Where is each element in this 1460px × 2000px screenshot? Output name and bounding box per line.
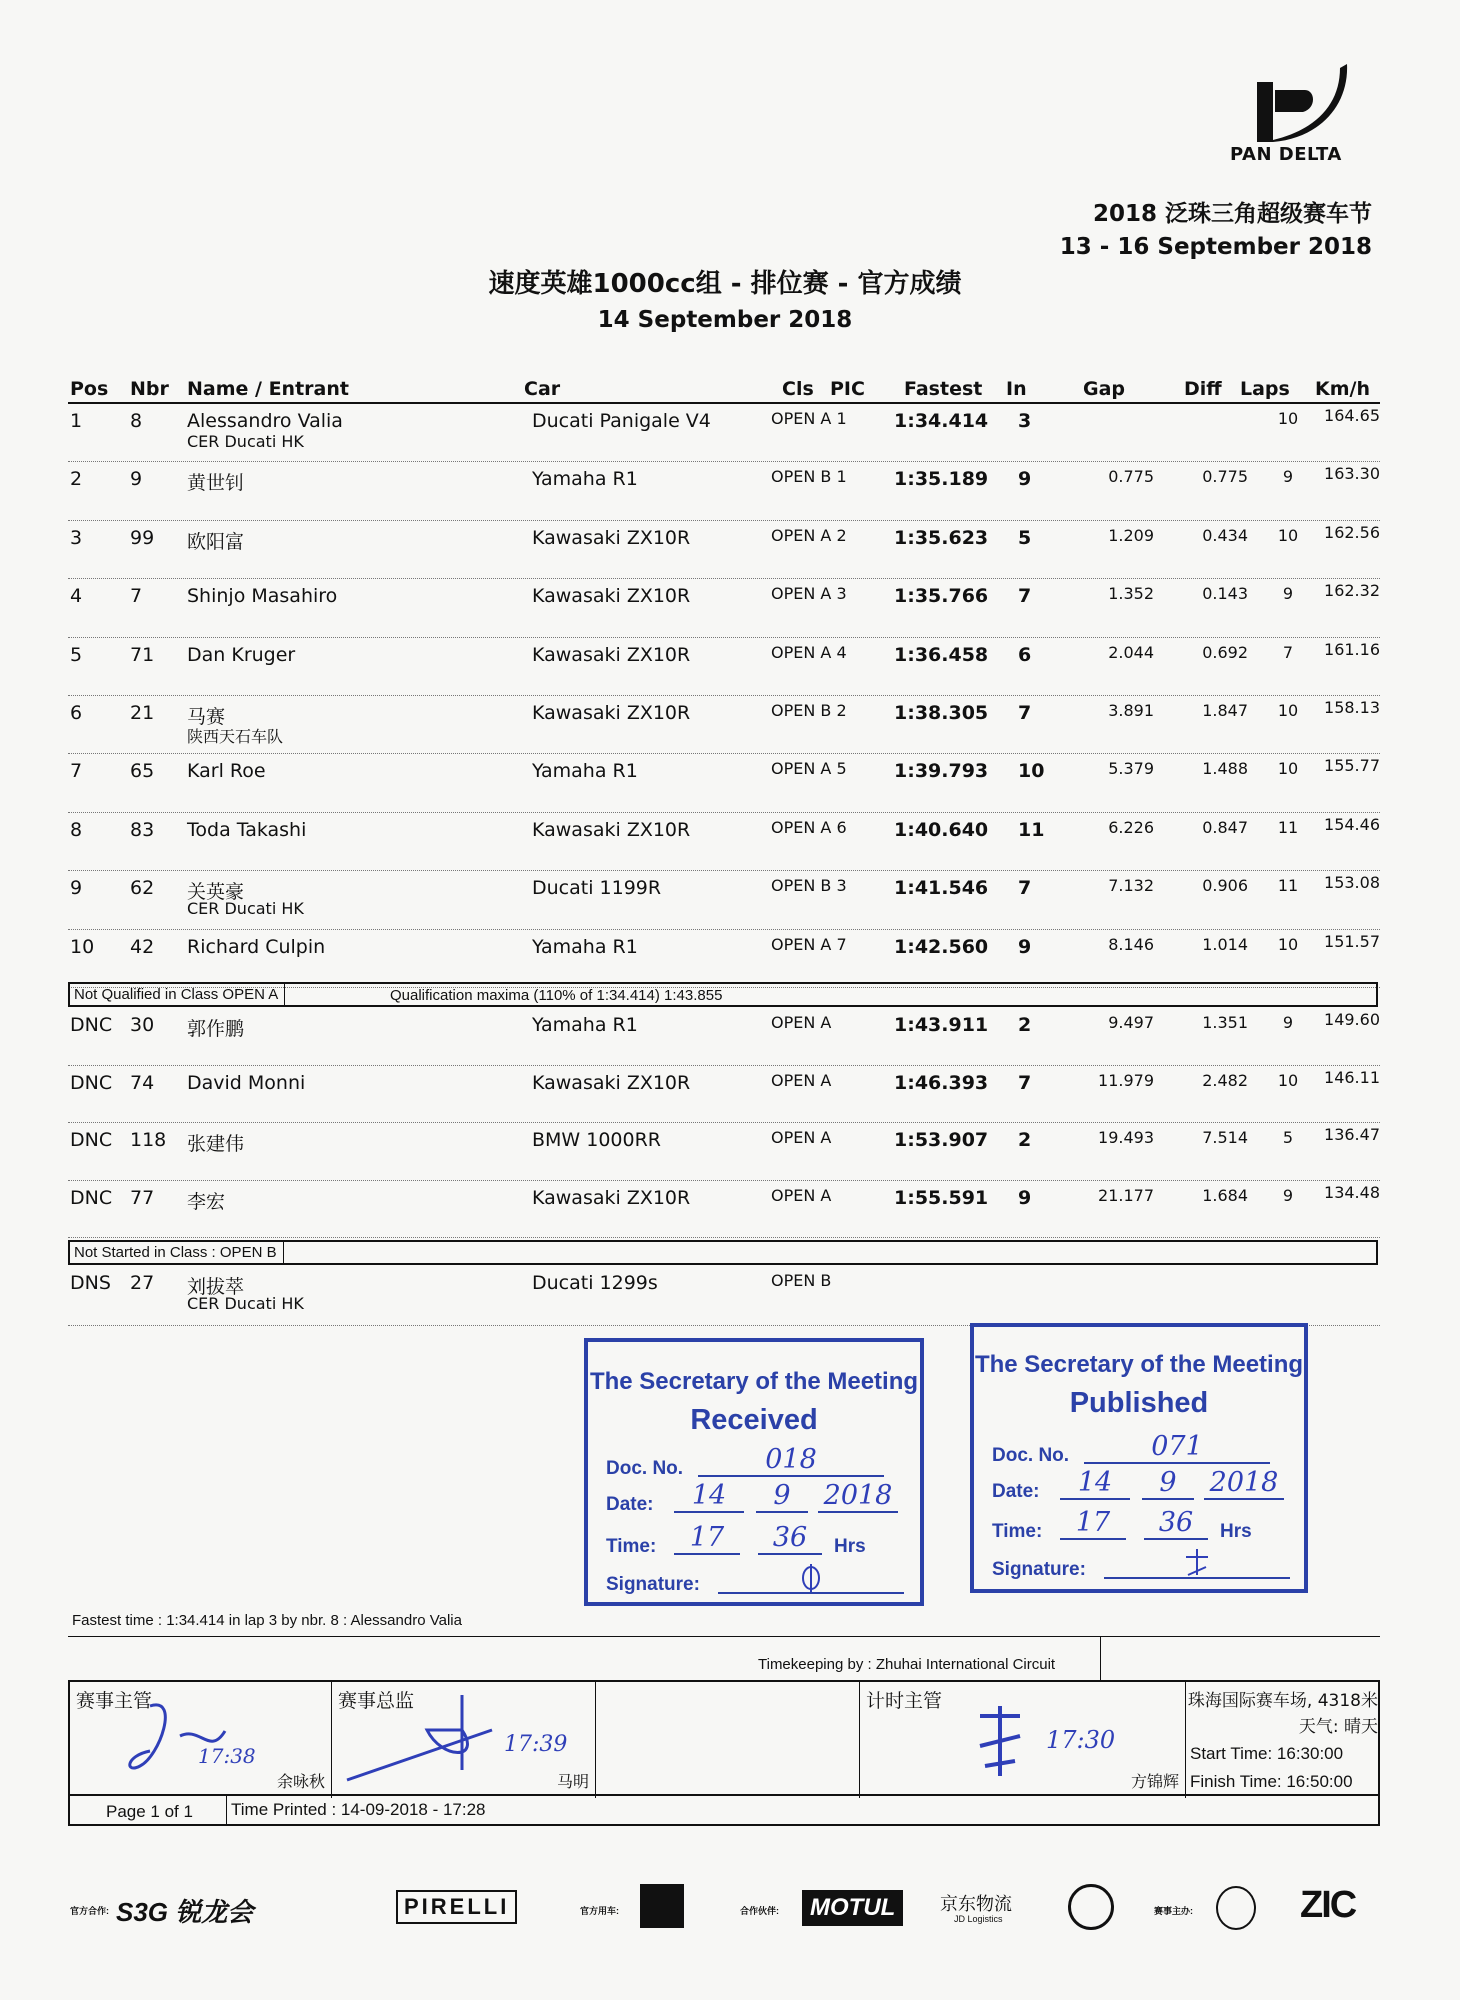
time-label: Time: bbox=[606, 1536, 657, 1557]
cell-pos: 2 bbox=[70, 468, 83, 491]
clerk-cell bbox=[70, 1682, 332, 1798]
cell-laps: 9 bbox=[1282, 1185, 1294, 1205]
cell-car: Yamaha R1 bbox=[532, 1014, 638, 1036]
cell-diff: 2.482 bbox=[1202, 1070, 1248, 1090]
not-started-label: Not Started in Class : OPEN B bbox=[74, 1242, 284, 1263]
cell-pos: 5 bbox=[70, 643, 83, 666]
date-month: 9 bbox=[1142, 1467, 1194, 1500]
print-info-row bbox=[68, 1796, 1380, 1826]
cell-nbr: 9 bbox=[130, 468, 143, 491]
cell-cls: OPEN A bbox=[771, 1128, 832, 1148]
cell-in: 10 bbox=[1018, 760, 1045, 783]
cell-cls: OPEN A 2 bbox=[771, 525, 847, 545]
cell-pos: DNC bbox=[70, 1129, 113, 1152]
sponsor-zic-logo: ZIC bbox=[1300, 1884, 1356, 1926]
not-started-band bbox=[68, 1240, 1378, 1265]
cell-kmh: 162.32 bbox=[1324, 581, 1380, 601]
signature-label: Signature: bbox=[992, 1559, 1086, 1580]
hrs-label: Hrs bbox=[1220, 1521, 1252, 1542]
cell-fastest: 1:43.911 bbox=[894, 1014, 989, 1036]
cell-gap: 8.146 bbox=[1108, 934, 1154, 954]
cell-nbr: 77 bbox=[130, 1186, 155, 1209]
signature-field bbox=[1104, 1547, 1290, 1579]
clerk-time: 17:38 bbox=[198, 1744, 256, 1768]
cell-nbr: 7 bbox=[130, 585, 143, 608]
cell-name: 郭作鹏 bbox=[187, 1018, 245, 1040]
cell-car: BMW 1000RR bbox=[532, 1129, 662, 1152]
not-qualified-band bbox=[68, 982, 1378, 1007]
cell-gap: 7.132 bbox=[1108, 876, 1154, 896]
event-name: 2018 泛珠三角超级赛车节 bbox=[1092, 201, 1372, 227]
cell-kmh: 134.48 bbox=[1324, 1182, 1380, 1202]
pan-delta-logo bbox=[1245, 60, 1355, 142]
cell-nbr: 21 bbox=[130, 702, 155, 724]
time-minute: 36 bbox=[1144, 1507, 1208, 1540]
cell-gap: 2.044 bbox=[1108, 642, 1154, 662]
table-row bbox=[68, 523, 1380, 579]
cell-name: 欧阳富 bbox=[187, 530, 245, 553]
cell-cls: OPEN A bbox=[771, 1070, 832, 1090]
cell-name: Dan Kruger bbox=[187, 643, 296, 666]
cell-fastest: 1:40.640 bbox=[894, 818, 989, 841]
timing-name: 方锦辉 bbox=[1130, 1772, 1179, 1791]
cell-cls: OPEN B 1 bbox=[771, 467, 847, 487]
director-label: 赛事总监 bbox=[338, 1690, 415, 1712]
cell-in: 3 bbox=[1018, 410, 1032, 432]
cell-name: Karl Roe bbox=[187, 760, 266, 783]
cell-car: Ducati Panigale V4 bbox=[532, 410, 711, 432]
cell-cls: OPEN A 7 bbox=[771, 934, 847, 954]
cell-kmh: 136.47 bbox=[1324, 1125, 1380, 1145]
session-info-cell bbox=[1186, 1682, 1382, 1798]
cell-gap: 6.226 bbox=[1108, 817, 1154, 837]
cell-pos: DNC bbox=[70, 1186, 113, 1209]
cell-cls: OPEN A bbox=[771, 1185, 832, 1205]
cell-kmh: 163.30 bbox=[1324, 464, 1380, 484]
cell-gap: 1.352 bbox=[1108, 584, 1154, 604]
cell-laps: 10 bbox=[1277, 759, 1299, 779]
signature-box bbox=[68, 1680, 1380, 1796]
blank-cell bbox=[596, 1682, 860, 1798]
date-day: 14 bbox=[674, 1480, 744, 1513]
cell-fastest: 1:53.907 bbox=[894, 1129, 989, 1152]
cell-laps: 9 bbox=[1282, 467, 1294, 487]
cell-fastest: 1:46.393 bbox=[894, 1071, 989, 1094]
table-row bbox=[68, 581, 1380, 637]
col-kmh: Km/h bbox=[1315, 378, 1370, 400]
cell-laps: 10 bbox=[1277, 701, 1299, 720]
cell-nbr: 30 bbox=[130, 1014, 155, 1036]
clerk-label: 赛事主管 bbox=[76, 1690, 153, 1712]
doc-number: 018 bbox=[698, 1444, 884, 1477]
cell-fastest: 1:35.766 bbox=[894, 585, 989, 608]
table-row bbox=[68, 406, 1380, 462]
cell-fastest: 1:42.560 bbox=[894, 935, 989, 958]
stamp-heading: The Secretary of the Meeting bbox=[974, 1351, 1304, 1378]
cell-cls: OPEN B bbox=[771, 1271, 832, 1290]
cell-car: Yamaha R1 bbox=[532, 935, 638, 958]
table-row bbox=[68, 1125, 1380, 1181]
cell-name: 张建伟 bbox=[187, 1133, 245, 1156]
col-cls: Cls bbox=[782, 378, 814, 400]
timing-cell bbox=[860, 1682, 1186, 1798]
cell-cls: OPEN A 6 bbox=[771, 817, 847, 837]
cell-fastest: 1:35.189 bbox=[894, 468, 989, 491]
cell-laps: 11 bbox=[1277, 876, 1299, 896]
sponsor-jd-logo: 京东物流 bbox=[940, 1894, 1012, 1914]
cell-diff: 0.847 bbox=[1202, 817, 1248, 837]
stamp-heading: The Secretary of the Meeting bbox=[589, 1368, 919, 1395]
cell-nbr: 83 bbox=[130, 818, 155, 841]
cell-cls: OPEN B 2 bbox=[771, 701, 847, 720]
finish-time: Finish Time: 16:50:00 bbox=[1190, 1772, 1353, 1791]
page-number: Page 1 of 1 bbox=[106, 1802, 193, 1821]
cell-diff: 0.692 bbox=[1202, 642, 1248, 662]
signature-label: Signature: bbox=[606, 1574, 700, 1595]
event-info bbox=[1060, 198, 1372, 264]
cell-car: Kawasaki ZX10R bbox=[532, 526, 691, 549]
footer-divider-vertical bbox=[1100, 1636, 1101, 1680]
cell-nbr: 42 bbox=[130, 935, 155, 958]
cell-pos: DNC bbox=[70, 1014, 113, 1036]
cell-car: Yamaha R1 bbox=[532, 760, 638, 783]
cell-cls: OPEN A 3 bbox=[771, 584, 847, 604]
cell-kmh: 155.77 bbox=[1324, 756, 1380, 776]
timing-time: 17:30 bbox=[1046, 1726, 1116, 1754]
table-row bbox=[68, 1010, 1380, 1066]
cell-in: 2 bbox=[1018, 1129, 1032, 1152]
col-nbr: Nbr bbox=[130, 378, 169, 400]
cell-name: Alessandro Valia bbox=[187, 410, 343, 432]
table-row bbox=[68, 815, 1380, 871]
cell-car: Kawasaki ZX10R bbox=[532, 1071, 691, 1094]
cell-team: 陕西天石车队 bbox=[187, 727, 284, 746]
cell-laps: 9 bbox=[1282, 1013, 1294, 1032]
cell-in: 7 bbox=[1018, 1071, 1032, 1094]
cell-fastest: 1:34.414 bbox=[894, 410, 989, 432]
cell-cls: OPEN A 5 bbox=[771, 759, 847, 779]
cell-nbr: 71 bbox=[130, 643, 155, 666]
cell-gap: 0.775 bbox=[1108, 467, 1154, 487]
cell-in: 2 bbox=[1018, 1014, 1032, 1036]
cell-in: 7 bbox=[1018, 702, 1032, 724]
cell-kmh: 146.11 bbox=[1324, 1067, 1380, 1087]
cell-pos: 10 bbox=[70, 935, 95, 958]
cell-car: Kawasaki ZX10R bbox=[532, 702, 691, 724]
event-dates: 13 - 16 September 2018 bbox=[1059, 234, 1372, 260]
cell-car: Yamaha R1 bbox=[532, 468, 638, 491]
cell-name: 马赛 bbox=[187, 706, 226, 728]
cell-nbr: 74 bbox=[130, 1071, 155, 1094]
date-label: Date: bbox=[992, 1481, 1040, 1502]
cell-name: Toda Takashi bbox=[187, 818, 307, 841]
table-row bbox=[68, 932, 1380, 988]
page-title bbox=[0, 266, 1450, 338]
date-month: 9 bbox=[756, 1480, 808, 1513]
cell-in: 9 bbox=[1018, 1186, 1032, 1209]
doc-label: Doc. No. bbox=[606, 1458, 684, 1479]
cell-in: 6 bbox=[1018, 643, 1032, 666]
cell-gap: 9.497 bbox=[1108, 1013, 1154, 1032]
table-row bbox=[68, 1183, 1380, 1239]
cell-pos: 7 bbox=[70, 760, 83, 783]
cell-team: CER Ducati HK bbox=[187, 432, 304, 451]
cell-pos: 3 bbox=[70, 526, 83, 549]
cell-fastest: 1:38.305 bbox=[894, 702, 989, 724]
cell-kmh: 154.46 bbox=[1324, 814, 1380, 834]
timing-label: 计时主管 bbox=[866, 1690, 943, 1712]
circuit-name: 珠海国际赛车场, 4318米 bbox=[1187, 1691, 1378, 1711]
cell-car: Kawasaki ZX10R bbox=[532, 1186, 691, 1209]
cell-car: Ducati 1199R bbox=[532, 877, 662, 900]
date-day: 14 bbox=[1060, 1467, 1130, 1500]
stamp-received bbox=[584, 1338, 924, 1606]
cell-gap: 3.891 bbox=[1108, 701, 1154, 720]
cell-fastest: 1:55.591 bbox=[894, 1186, 989, 1209]
col-in: In bbox=[1006, 378, 1027, 400]
cell-nbr: 118 bbox=[130, 1129, 167, 1152]
cell-car: Kawasaki ZX10R bbox=[532, 585, 691, 608]
time-hour: 17 bbox=[1060, 1507, 1126, 1540]
cell-in: 7 bbox=[1018, 877, 1032, 900]
cell-nbr: 99 bbox=[130, 526, 155, 549]
cell-diff: 1.847 bbox=[1202, 701, 1248, 720]
cell-pos: 1 bbox=[70, 410, 83, 432]
cell-diff: 0.434 bbox=[1202, 525, 1248, 545]
fastest-time-note: Fastest time : 1:34.414 in lap 3 by nbr. 8 : Alessandro Valia bbox=[72, 1612, 462, 1629]
sponsor-label-official: 官方合作: bbox=[70, 1906, 109, 1916]
cell-name: 关英豪 bbox=[187, 881, 245, 904]
footer-divider bbox=[68, 1636, 1380, 1637]
cell-laps: 5 bbox=[1282, 1128, 1294, 1148]
cell-laps: 11 bbox=[1277, 817, 1299, 837]
cell-fastest: 1:39.793 bbox=[894, 760, 989, 783]
table-row bbox=[68, 756, 1380, 812]
table-row bbox=[68, 698, 1380, 754]
cell-laps: 10 bbox=[1277, 409, 1299, 428]
cell-gap: 11.979 bbox=[1098, 1070, 1154, 1090]
cell-kmh: 153.08 bbox=[1324, 873, 1380, 893]
col-car: Car bbox=[524, 378, 561, 400]
cell-fastest: 1:35.623 bbox=[894, 526, 989, 549]
table-header bbox=[68, 376, 1380, 404]
cell-team: CER Ducati HK bbox=[187, 899, 304, 919]
cell-pos: 9 bbox=[70, 877, 83, 900]
cell-laps: 7 bbox=[1282, 642, 1294, 662]
date-year: 2018 bbox=[1204, 1467, 1284, 1500]
time-minute: 36 bbox=[758, 1522, 822, 1555]
cell-laps: 10 bbox=[1277, 525, 1299, 545]
table-row bbox=[68, 873, 1380, 929]
cell-fastest: 1:41.546 bbox=[894, 877, 989, 900]
cell-pos: 4 bbox=[70, 585, 83, 608]
cell-team: CER Ducati HK bbox=[187, 1294, 304, 1313]
cell-nbr: 8 bbox=[130, 410, 143, 432]
session-title: 速度英雄1000cc组 - 排位赛 - 官方成绩 bbox=[488, 269, 962, 299]
cell-kmh: 158.13 bbox=[1324, 698, 1380, 717]
cell-name: David Monni bbox=[187, 1071, 306, 1094]
cell-pos: DNC bbox=[70, 1071, 113, 1094]
col-gap: Gap bbox=[1083, 378, 1126, 400]
cell-laps: 9 bbox=[1282, 584, 1294, 604]
cell-cls: OPEN A 1 bbox=[771, 409, 847, 428]
sponsor-label-car: 官方用车: bbox=[580, 1906, 619, 1916]
sponsor-s3g-logo: S3G 锐龙会 bbox=[116, 1897, 254, 1927]
qualification-maxima: Qualification maxima (110% of 1:34.414) 1:43.855 bbox=[390, 987, 723, 1004]
clerk-name: 余咏秋 bbox=[276, 1772, 325, 1791]
table-row bbox=[68, 640, 1380, 696]
cell-in: 9 bbox=[1018, 935, 1032, 958]
cell-diff: 0.906 bbox=[1202, 876, 1248, 896]
cell-diff: 1.351 bbox=[1202, 1013, 1248, 1032]
cell-gap: 5.379 bbox=[1108, 759, 1154, 779]
cell-name: Shinjo Masahiro bbox=[187, 585, 338, 608]
sponsor-car-logo bbox=[640, 1884, 684, 1928]
logo-text: PAN DELTA bbox=[1230, 144, 1342, 165]
doc-label: Doc. No. bbox=[992, 1445, 1070, 1466]
time-hour: 17 bbox=[674, 1522, 740, 1555]
cell-cls: OPEN A 4 bbox=[771, 642, 847, 662]
cell-gap: 21.177 bbox=[1098, 1185, 1154, 1205]
cell-in: 11 bbox=[1018, 818, 1045, 841]
cell-diff: 0.775 bbox=[1202, 467, 1248, 487]
table-row bbox=[68, 1268, 1380, 1326]
cell-in: 5 bbox=[1018, 526, 1032, 549]
director-time: 17:39 bbox=[504, 1732, 568, 1757]
sponsor-emblem-logo bbox=[1216, 1886, 1256, 1930]
cell-name: 黄世钊 bbox=[187, 472, 245, 495]
timekeeping-note: Timekeeping by : Zhuhai International Circuit bbox=[758, 1656, 1056, 1673]
date-year: 2018 bbox=[818, 1480, 898, 1513]
col-diff: Diff bbox=[1184, 378, 1222, 400]
time-printed: Time Printed : 14-09-2018 - 17:28 bbox=[226, 1796, 486, 1824]
cell-diff: 0.143 bbox=[1202, 584, 1248, 604]
cell-name: 李宏 bbox=[187, 1190, 226, 1213]
doc-number: 071 bbox=[1084, 1431, 1270, 1464]
cell-gap: 1.209 bbox=[1108, 525, 1154, 545]
cell-diff: 1.684 bbox=[1202, 1185, 1248, 1205]
cell-cls: OPEN A bbox=[771, 1013, 832, 1032]
sponsor-label-host: 赛事主办: bbox=[1154, 1906, 1193, 1916]
table-row bbox=[68, 464, 1380, 520]
cell-pos: DNS bbox=[70, 1272, 111, 1294]
signature-field bbox=[718, 1562, 904, 1594]
cell-nbr: 62 bbox=[130, 877, 155, 900]
col-laps: Laps bbox=[1240, 378, 1290, 400]
cell-in: 7 bbox=[1018, 585, 1032, 608]
cell-laps: 10 bbox=[1277, 1070, 1299, 1090]
cell-diff: 1.488 bbox=[1202, 759, 1248, 779]
col-pos: Pos bbox=[70, 378, 109, 400]
cell-cls: OPEN B 3 bbox=[771, 876, 847, 896]
hrs-label: Hrs bbox=[834, 1536, 866, 1557]
cell-nbr: 65 bbox=[130, 760, 155, 783]
cell-name: 刘拔萃 bbox=[187, 1276, 245, 1298]
sponsor-label-partner: 合作伙伴: bbox=[740, 1906, 779, 1916]
cell-pos: 6 bbox=[70, 702, 83, 724]
cell-diff: 7.514 bbox=[1202, 1128, 1248, 1148]
stamp-kind: Received bbox=[690, 1404, 818, 1436]
cell-car: Kawasaki ZX10R bbox=[532, 643, 691, 666]
cell-car: Ducati 1299s bbox=[532, 1272, 658, 1294]
col-name: Name / Entrant bbox=[187, 378, 349, 400]
cell-kmh: 162.56 bbox=[1324, 522, 1380, 542]
cell-fastest: 1:36.458 bbox=[894, 643, 989, 666]
cell-kmh: 151.57 bbox=[1324, 931, 1380, 951]
cell-gap: 19.493 bbox=[1098, 1128, 1154, 1148]
director-name: 马明 bbox=[556, 1772, 589, 1791]
cell-pos: 8 bbox=[70, 818, 83, 841]
cell-kmh: 161.16 bbox=[1324, 639, 1380, 659]
table-row bbox=[68, 1068, 1380, 1124]
director-cell bbox=[332, 1682, 596, 1798]
session-date: 14 September 2018 bbox=[597, 307, 853, 333]
not-qualified-label: Not Qualified in Class OPEN A bbox=[74, 984, 285, 1005]
time-label: Time: bbox=[992, 1521, 1043, 1542]
sponsor-bar bbox=[60, 1878, 1390, 1938]
stamp-published bbox=[970, 1323, 1308, 1593]
cell-nbr: 27 bbox=[130, 1272, 155, 1294]
cell-kmh: 164.65 bbox=[1324, 406, 1380, 425]
sponsor-motul-logo: MOTUL bbox=[802, 1890, 903, 1926]
weather: 天气: 晴天 bbox=[1298, 1717, 1378, 1737]
sponsor-circle-logo bbox=[1068, 1884, 1114, 1930]
sponsor-jd-sub: JD Logistics bbox=[954, 1914, 1003, 1924]
cell-laps: 10 bbox=[1277, 934, 1299, 954]
cell-name: Richard Culpin bbox=[187, 935, 326, 958]
cell-car: Kawasaki ZX10R bbox=[532, 818, 691, 841]
col-pic: PIC bbox=[830, 378, 865, 400]
cell-kmh: 149.60 bbox=[1324, 1010, 1380, 1029]
cell-in: 9 bbox=[1018, 468, 1032, 491]
sponsor-pirelli-logo: PIRELLI bbox=[396, 1890, 517, 1924]
stamp-kind: Published bbox=[1069, 1387, 1209, 1419]
start-time: Start Time: 16:30:00 bbox=[1190, 1744, 1344, 1763]
date-label: Date: bbox=[606, 1494, 654, 1515]
cell-diff: 1.014 bbox=[1202, 934, 1248, 954]
col-fastest: Fastest bbox=[904, 378, 983, 400]
